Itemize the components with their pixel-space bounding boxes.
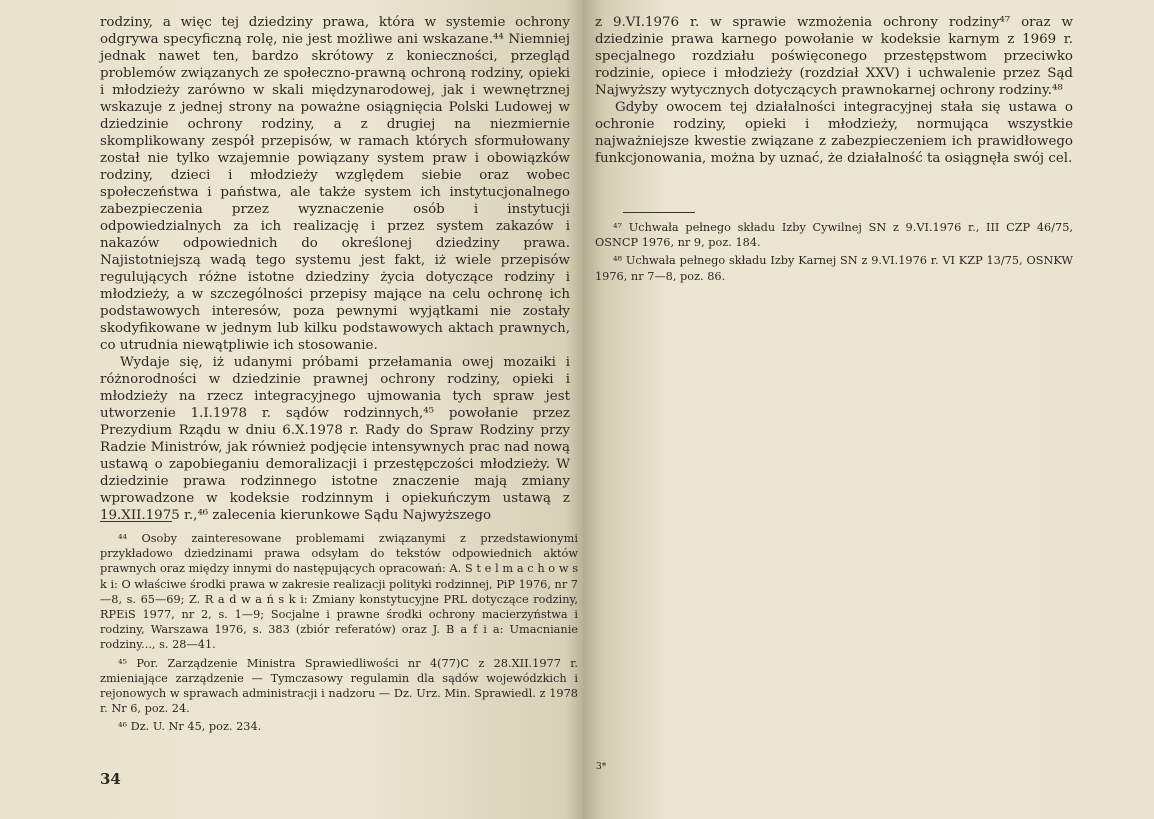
left-body-text — [100, 14, 570, 524]
footnote-46: ⁴⁶ Dz. U. Nr 45, poz. 234. — [118, 720, 262, 734]
paragraph: z 9.VI.1976 r. w sprawie wzmożenia ochrony rodziny⁴⁷ oraz w dziedzinie prawa karnego powołanie w kodeksie karnym z 1969 r. specjalnego rozdziału poświęconego przestępstwom przeciwko rodzinie, opiece i młodzieży (rozdział XXV) i uchwalenie przez Sąd Najwyższy wytycznych dotyczących prawnokarnej ochrony rodziny.⁴⁸ — [595, 15, 1073, 98]
paragraph: Gdyby owocem tej działalności integracyjnej stała się ustawa o ochronie rodziny, opieki i młodzieży, normująca wszystkie najważniejsze kwestie związane z zabezpieczeniem ich prawidłowego funkcjonowania, można by uznać, że działalność ta osiągnęła swój cel. — [595, 100, 1073, 166]
footnote-rule — [623, 212, 695, 213]
footnote-rule — [100, 521, 172, 522]
footnote-45: ⁴⁵ Por. Zarządzenie Ministra Sprawiedliwości nr 4(77)C z 28.XII.1977 r. zmieniające zarządzenie — Tymczasowy regulamin dla sądów wojewódzkich i rejonowych w sprawach administracji i nadzoru — Dz. Urz. Min. Sprawiedl. z 1978 r. Nr 6, poz. 24. — [100, 656, 578, 716]
right-page — [583, 0, 1154, 819]
left-footnotes — [100, 531, 578, 738]
footnote-44: ⁴⁴ Osoby zainteresowane problemami związanymi z przedstawionymi przykładowo dziedzinami prawa odsyłam do tekstów odpowiednich aktów prawnych oraz między innymi do następujących opracowań: A. S t e l m a c h o w s k i: O właściwe środki prawa w zakresie realizacji polityki rodzinnej, PiP 1976, nr 7—8, s. 65—69; Z. R a d w a ń s k i: Zmiany konstytucyjne PRL dotyczące rodziny, RPEiS 1977, nr 2, s. 1—9; Socjalne i prawne środki ochrony macierzyństwa i rodziny, Warszawa 1976, s. 383 (zbiór referatów) oraz J. B a f i a: Umacnianie rodziny..., s. 28—41. — [100, 532, 578, 652]
paragraph: rodziny, a więc tej dziedziny prawa, która w systemie ochrony odgrywa specyficzną rolę, nie jest możliwe ani wskazane.⁴⁴ Niemniej jednak nawet ten, bardzo skrótowy z konieczności, przegląd problemów związanych ze społeczno-prawną ochroną rodziny, opieki i młodzieży zarówno w skali międzynarodowej, jak i wewnętrznej wskazuje z jednej strony na poważne osiągnięcia Polski Ludowej w dziedzinie ochrony rodziny, a z drugiej na niezmiernie skomplikowany zespół przepisów, w ramach których sformułowany został nie tylko wzajemnie powiązany system praw i obowiązków rodziny, dzieci i młodzieży względem siebie oraz wobec społeczeństwa i państwa, ale także system ich instytucjonalnego zabezpieczenia przez wyznaczenie osób i instytucji odpowiedzialnych za ich realizację i przez system zakazów i nakazów odpowiednich do określonej dziedziny prawa. Najistotniejszą wadą tego systemu jest fakt, iż wiele przepisów regulujących różne istotne dziedziny życia dotyczące rodziny i młodzieży, a w szczególności przepisy mające na celu ochronę ich podstawowych interesów, poza pewnymi wyjątkami nie zostały skodyfikowane w jednym lub kilku podstawowych aktach prawnych, co utrudnia niewątpliwie ich stosowanie. — [100, 15, 570, 353]
right-footnotes — [595, 220, 1073, 287]
page-number: 34 — [100, 770, 121, 788]
signature-mark: 3* — [596, 762, 607, 772]
footnote-47: ⁴⁷ Uchwała pełnego składu Izby Cywilnej SN z 9.VI.1976 r., III CZP 46/75, OSNCP 1976, nr 9, poz. 184. — [595, 221, 1073, 250]
right-body-text — [595, 14, 1073, 167]
paragraph: Wydaje się, iż udanymi próbami przełamania owej mozaiki i różnorodności w dziedzinie prawnej ochrony rodziny, opieki i młodzieży na rzecz integracyjnego ujmowania tych spraw jest utworzenie 1.I.1978 r. sądów rodzinnych,⁴⁵ powołanie przez Prezydium Rządu w dniu 6.X.1978 r. Rady do Spraw Rodziny przy Radzie Ministrów, jak również podjęcie intensywnych prac nad nową ustawą o zapobieganiu demoralizacji i przestępczości młodzieży. W dziedzinie prawa rodzinnego istotne znaczenie mają zmiany wprowadzone w kodeksie rodzinnym i opiekuńczym ustawą z 19.XII.1975 r.,⁴⁶ zalecenia kierunkowe Sądu Najwyższego — [100, 355, 570, 523]
footnote-48: ⁴⁸ Uchwała pełnego składu Izby Karnej SN z 9.VI.1976 r. VI KZP 13/75, OSNKW 1976, nr 7—8, poz. 86. — [595, 254, 1073, 283]
